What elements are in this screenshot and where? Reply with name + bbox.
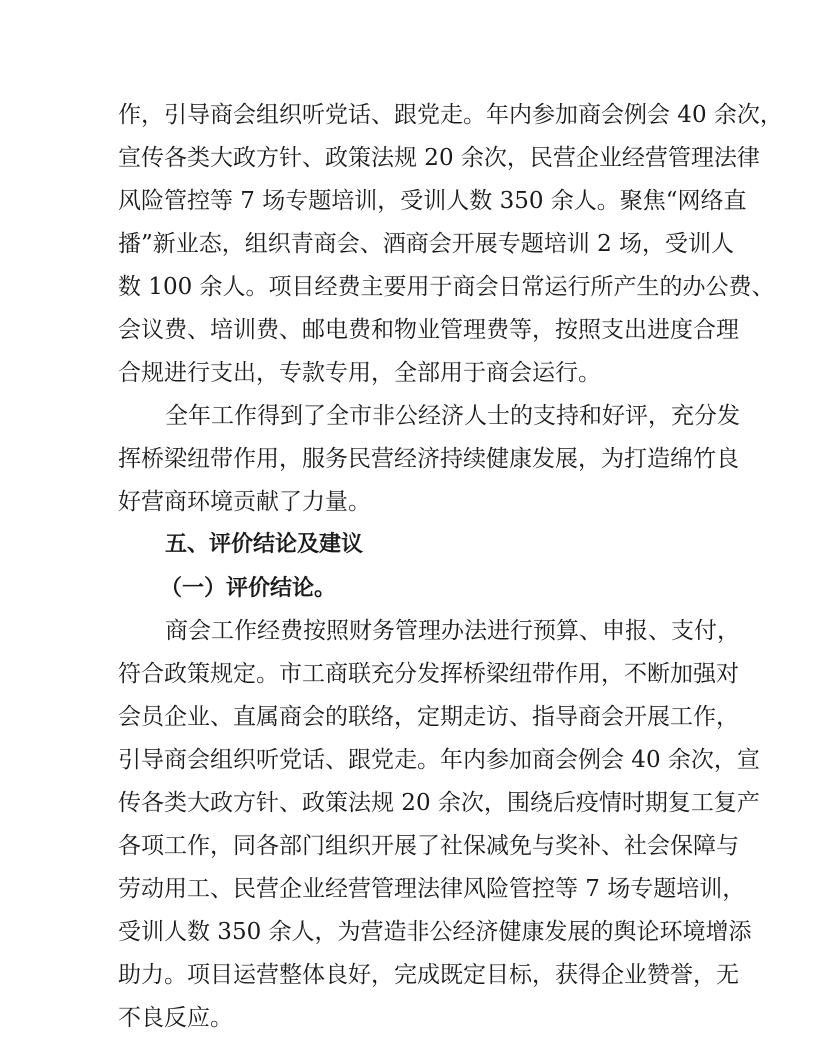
subsection-heading: （一）评价结论。 <box>160 575 337 601</box>
paragraph-1-line-7: 合规进行支出，专款专用，全部用于商会运行。 <box>118 360 601 386</box>
paragraph-3-line-9: 助力。项目运营整体良好，完成既定目标，获得企业赞誉，无 <box>118 962 739 988</box>
paragraph-3-line-2: 符合政策规定。市工商联充分发挥桥梁纽带作用，不断加强对 <box>118 661 739 687</box>
paragraph-2-line-3: 好营商环境贡献了力量。 <box>118 489 371 515</box>
paragraph-3-line-6: 各项工作，同各部门组织开展了社保减免与奖补、社会保障与 <box>118 833 739 859</box>
paragraph-3-line-7: 劳动用工、民营企业经营管理法律风险管控等 7 场专题培训， <box>118 876 746 902</box>
paragraph-1-line-2: 宣传各类大政方针、政策法规 20 余次，民营企业经营管理法律 <box>118 145 760 171</box>
paragraph-3-line-10: 不良反应。 <box>118 1005 233 1031</box>
paragraph-3-line-8: 受训人数 350 余人，为营造非公经济健康发展的舆论环境增添 <box>118 919 752 945</box>
paragraph-1-line-4: 播”新业态，组织青商会、酒商会开展专题培训 2 场，受训人 <box>118 231 735 257</box>
section-heading: 五、评价结论及建议 <box>165 532 364 557</box>
paragraph-1-line-3: 风险管控等 7 场专题培训，受训人数 350 余人。聚焦“网络直 <box>118 188 747 214</box>
paragraph-3-line-3: 会员企业、直属商会的联络，定期走访、指导商会开展工作， <box>118 704 739 730</box>
paragraph-1-line-1: 作，引导商会组织听党话、跟党走。年内参加商会例会 40 余次， <box>118 102 783 128</box>
paragraph-3-line-1: 商会工作经费按照财务管理办法进行预算、申报、支付， <box>165 618 740 644</box>
paragraph-2-line-2: 挥桥梁纽带作用，服务民营经济持续健康发展，为打造绵竹良 <box>118 446 739 472</box>
paragraph-3-line-4: 引导商会组织听党话、跟党走。年内参加商会例会 40 余次，宣 <box>118 747 760 773</box>
paragraph-1-line-6: 会议费、培训费、邮电费和物业管理费等，按照支出进度合理 <box>118 317 739 343</box>
paragraph-2-line-1: 全年工作得到了全市非公经济人士的支持和好评，充分发 <box>165 403 740 429</box>
paragraph-3-line-5: 传各类大政方针、政策法规 20 余次，围绕后疫情时期复工复产 <box>118 790 760 816</box>
paragraph-1-line-5: 数 100 余人。项目经费主要用于商会日常运行所产生的办公费、 <box>118 274 775 300</box>
